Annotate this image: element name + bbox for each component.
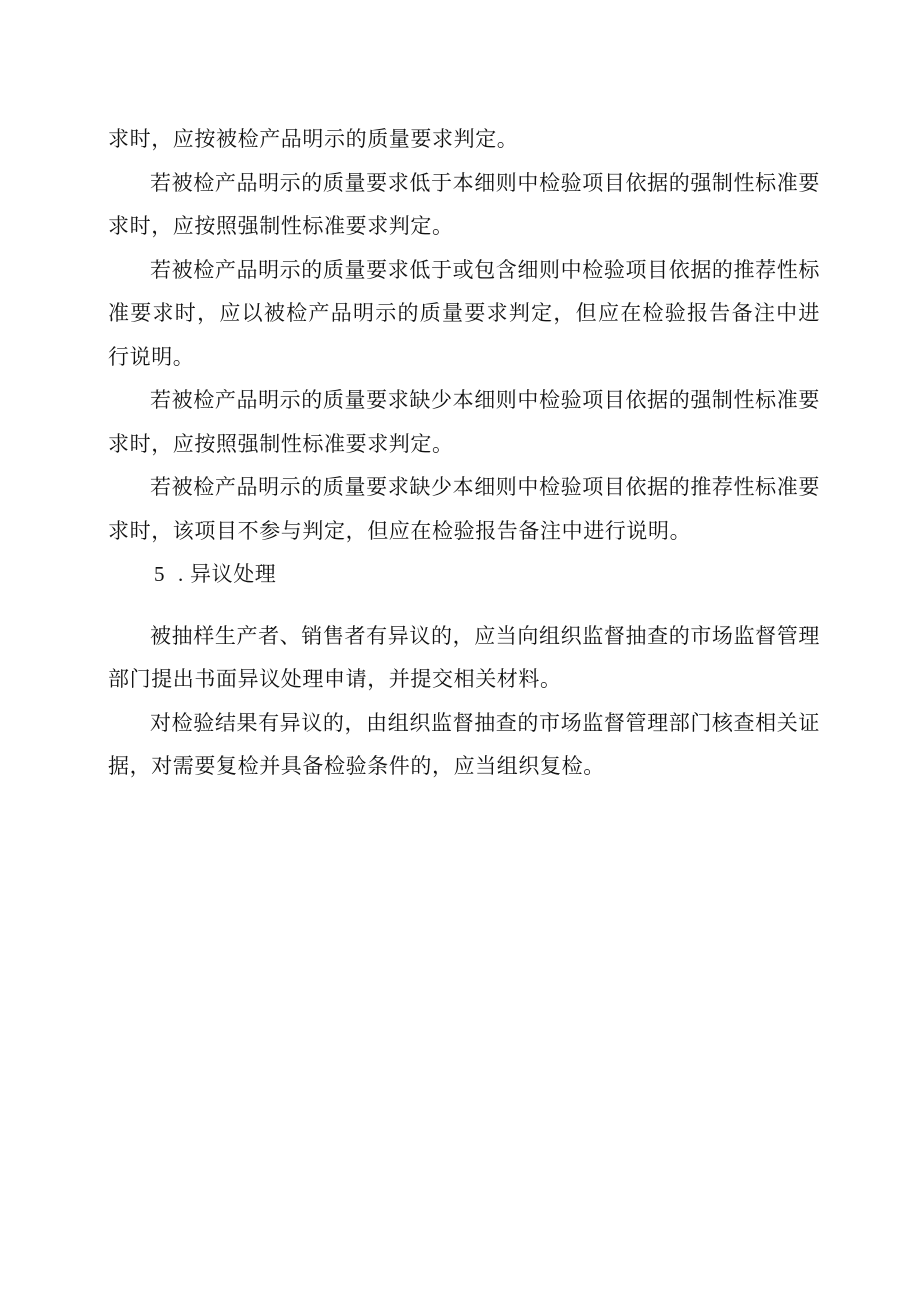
section-separator: . <box>178 562 184 586</box>
paragraph-objection-recheck: 对检验结果有异议的，由组织监督抽查的市场监督管理部门核查相关证据，对需要复检并具备检验条件的，应当组织复检。 <box>108 710 820 778</box>
document-body <box>108 118 820 789</box>
section-heading <box>108 553 820 597</box>
paragraph-continuation: 求时，应按被检产品明示的质量要求判定。 <box>108 127 519 151</box>
paragraph-mandatory-missing: 若被检产品明示的质量要求缺少本细则中检验项目依据的强制性标准要求时，应按照强制性标准要求判定。 <box>108 388 820 456</box>
paragraph-objection-application: 被抽样生产者、销售者有异议的，应当向组织监督抽查的市场监督管理部门提出书面异议处理申请，并提交相关材料。 <box>108 623 820 691</box>
paragraph-recommended-missing: 若被检产品明示的质量要求缺少本细则中检验项目依据的推荐性标准要求时，该项目不参与判定，但应在检验报告备注中进行说明。 <box>108 475 820 543</box>
paragraph-mandatory-lower: 若被检产品明示的质量要求低于本细则中检验项目依据的强制性标准要求时，应按照强制性标准要求判定。 <box>108 170 820 238</box>
section-title: 异议处理 <box>190 562 277 586</box>
section-number: 5 <box>154 562 166 586</box>
paragraph-recommended-lower: 若被检产品明示的质量要求低于或包含细则中检验项目依据的推荐性标准要求时，应以被检产品明示的质量要求判定，但应在检验报告备注中进行说明。 <box>108 257 820 369</box>
